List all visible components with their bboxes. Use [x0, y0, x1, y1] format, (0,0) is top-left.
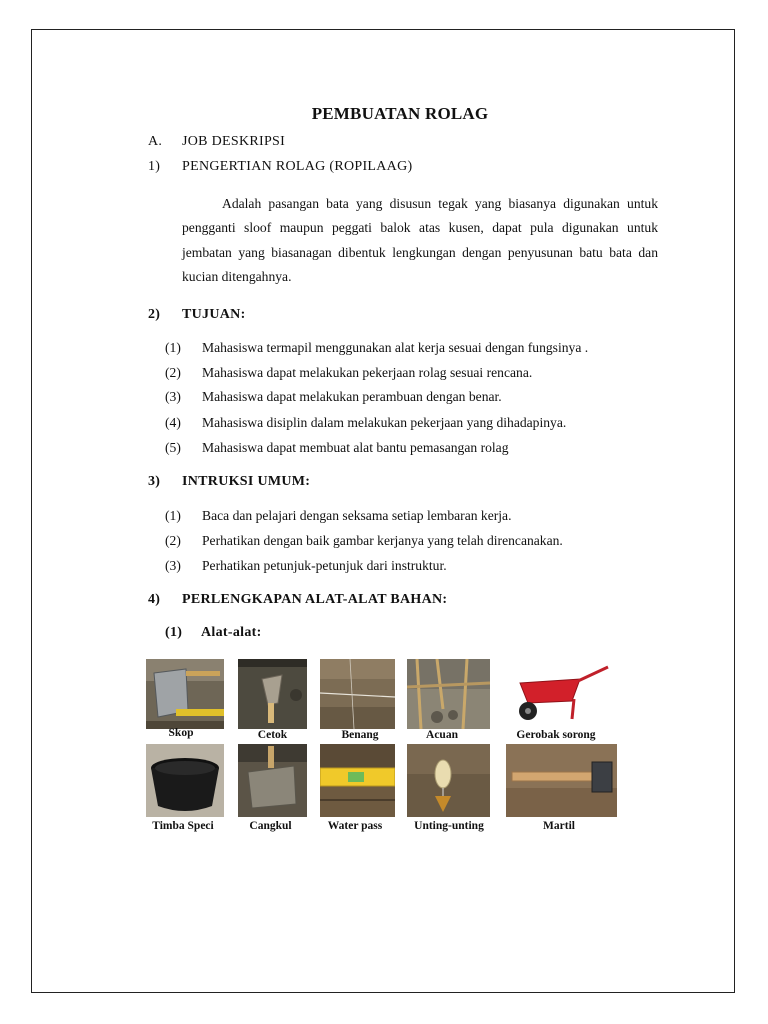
trowel-photo	[238, 659, 307, 729]
tool-caption: Martil	[543, 820, 575, 832]
section-a-marker: A.	[148, 134, 163, 149]
subsection-marker: (1)	[165, 625, 183, 640]
tool-caption: Benang	[341, 729, 379, 741]
spirit-level-photo	[320, 744, 395, 817]
definition-paragraph	[182, 192, 658, 289]
section-2-heading: TUJUAN:	[182, 307, 246, 322]
definition-text: Adalah pasangan bata yang disusun tegak yang biasanya digunakan untuk pengganti sloof maupun peggati balok atas kusen, dapat pula digunakan untuk jembatan yang biasanagan dibentuk lengkungan dengan penyusunan batu bata dan kucian ditengahnya.	[182, 196, 658, 284]
hammer-photo	[506, 744, 617, 817]
hoe-photo	[238, 744, 307, 817]
tool-caption: Timba Speci	[152, 820, 214, 832]
section-a-heading: JOB DESKRIPSI	[182, 134, 286, 149]
section-3-marker: 3)	[148, 474, 161, 489]
section-2-marker: 2)	[148, 307, 161, 322]
plumb-bob-photo	[407, 744, 490, 817]
formwork-photo	[407, 659, 490, 729]
tool-caption: Water pass	[327, 820, 383, 832]
tool-caption: Acuan	[426, 729, 458, 741]
wheelbarrow-photo	[506, 659, 617, 729]
section-1-marker: 1)	[148, 159, 161, 174]
mortar-bucket-photo	[146, 744, 224, 817]
section-4-heading: PERLENGKAPAN ALAT-ALAT BAHAN:	[182, 592, 448, 607]
section-3-heading: INTRUKSI UMUM:	[182, 474, 311, 489]
section-1-heading: PENGERTIAN ROLAG (ROPILAAG)	[182, 159, 413, 174]
tool-caption: Skop	[168, 727, 194, 739]
shovel-photo	[146, 659, 224, 729]
section-4-marker: 4)	[148, 592, 161, 607]
string-line-photo	[320, 659, 395, 729]
tool-caption: Cetok	[257, 729, 288, 741]
tool-caption: Cangkul	[249, 820, 292, 832]
page-title: PEMBUATAN ROLAG	[311, 104, 489, 123]
tool-caption: Unting-unting	[414, 820, 484, 832]
tool-caption: Gerobak sorong	[516, 729, 596, 741]
subsection-heading: Alat-alat:	[201, 625, 262, 640]
